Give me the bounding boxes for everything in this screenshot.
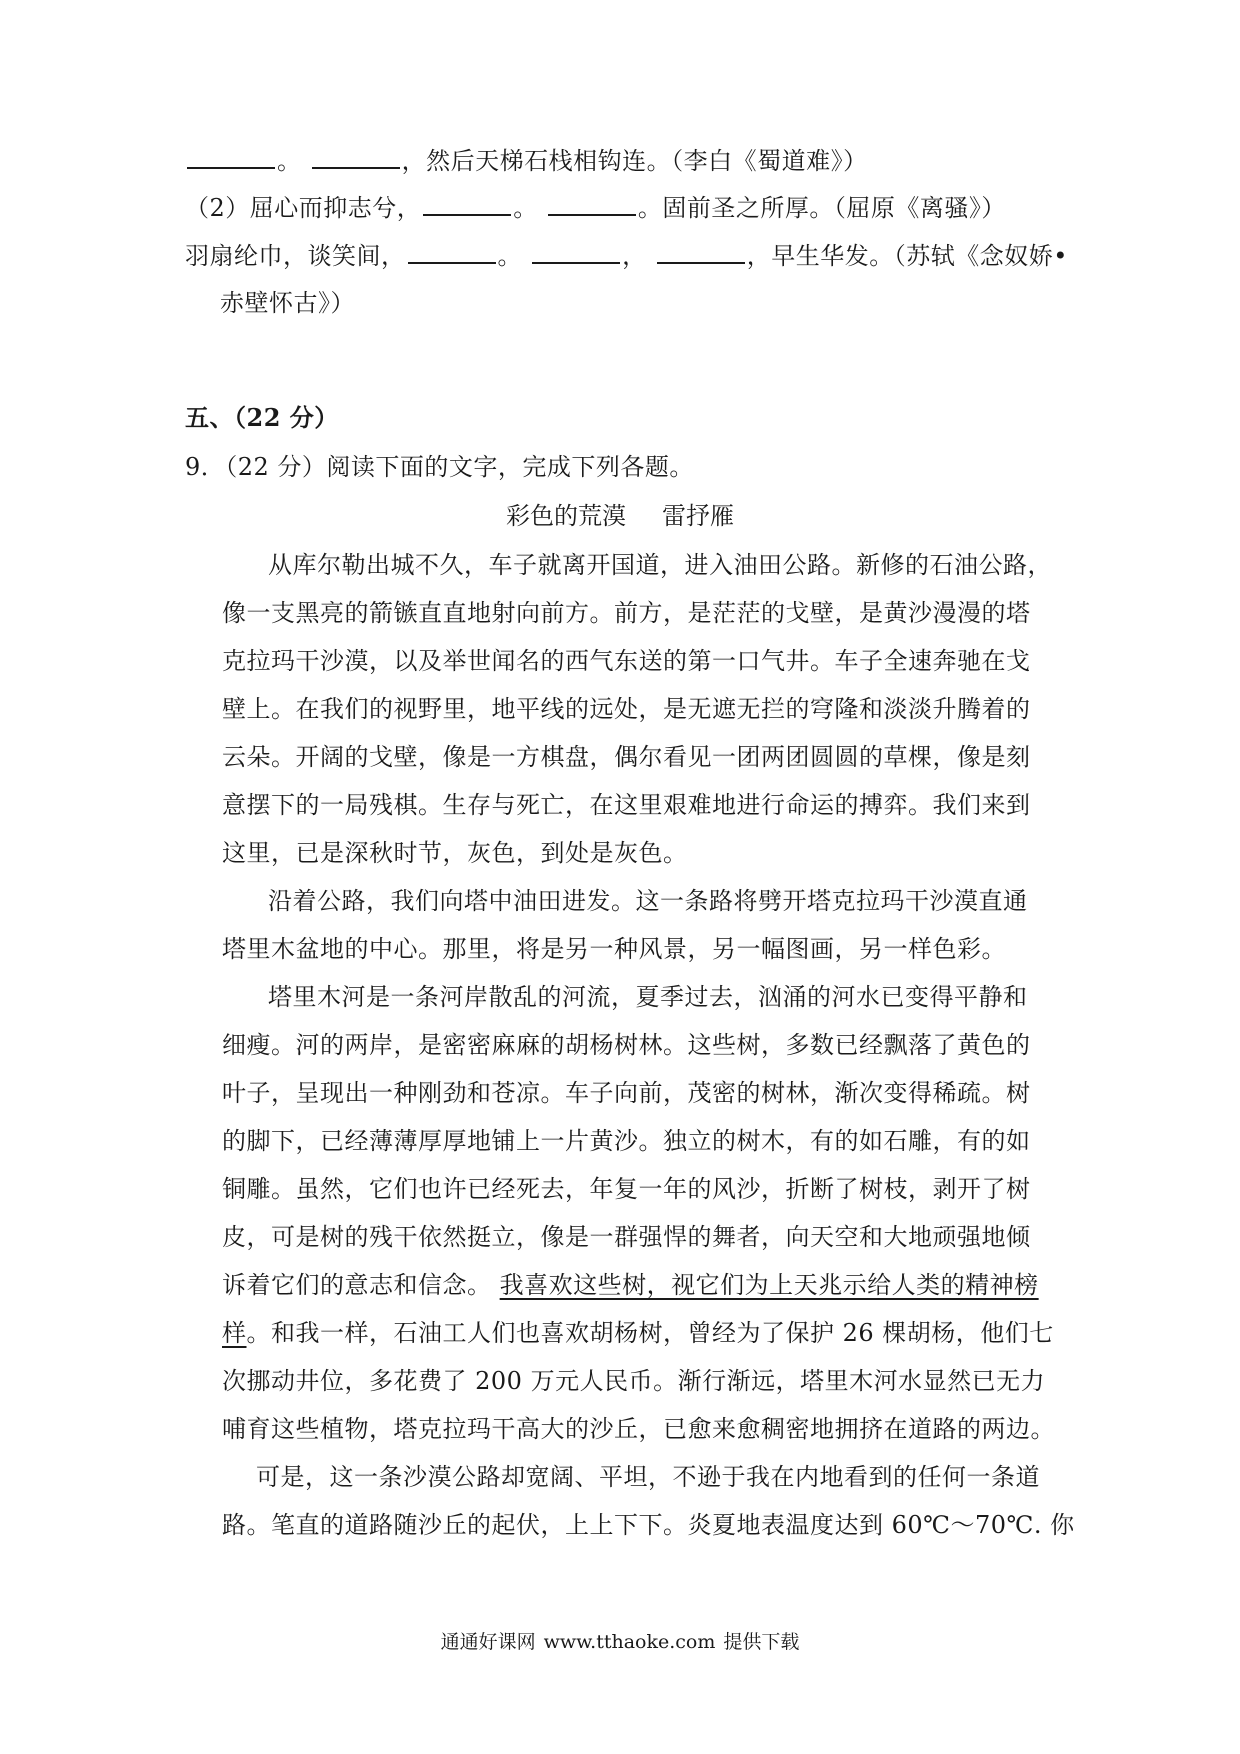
p1-line: 云朵。开阔的戈壁，像是一方棋盘，偶尔看见一团两团圆圆的草棵，像是刻 [222, 743, 1031, 771]
answer-blank [657, 240, 745, 264]
article-author: 雷抒雁 [662, 502, 734, 530]
p3-line: 塔里木河是一条河岸散乱的河流，夏季过去，汹涌的河水已变得平静和 [268, 983, 1028, 1011]
poem-line-3: 羽扇纶巾，谈笑间， 。 ， ，早生华发。（苏轼《念奴娇• [185, 242, 1068, 270]
p4-line: 路。笔直的道路随沙丘的起伏，上上下下。炎夏地表温度达到 60℃～70℃. 你 [222, 1511, 1075, 1539]
footer-site: 通通好课网 [440, 1631, 536, 1653]
page-footer [0, 1630, 1240, 1654]
answer-blank [187, 145, 275, 169]
poem-line-2: （2）屈心而抑志兮， 。 。固前圣之所厚。（屈原《离骚》） [185, 194, 1006, 222]
p3-line: 叶子，呈现出一种刚劲和苍凉。车子向前，茂密的树林，渐次变得稀疏。树 [222, 1079, 1031, 1107]
p1-line: 这里，已是深秋时节，灰色，到处是灰色。 [222, 839, 688, 867]
p3-line: 哺育这些植物，塔克拉玛干高大的沙丘，已愈来愈稠密地拥挤在道路的两边。 [222, 1415, 1055, 1443]
answer-blank [408, 240, 496, 264]
p2-line: 沿着公路，我们向塔中油田进发。这一条路将劈开塔克拉玛干沙漠直通 [268, 887, 1028, 915]
underlined-sentence: 我喜欢这些树，视它们为上天兆示给人类的精神榜 [499, 1271, 1039, 1299]
p1-line: 壁上。在我们的视野里，地平线的远处，是无遮无拦的穹隆和淡淡升腾着的 [222, 695, 1031, 723]
answer-blank [532, 240, 620, 264]
question-prompt: 9．（22 分）阅读下面的文字，完成下列各题。 [185, 453, 694, 481]
poem-line-1: 。 ，然后天梯石栈相钩连。（李白《蜀道难》） [185, 145, 868, 176]
underlined-sentence-end: 样 [222, 1319, 247, 1347]
p3-line: 样。和我一样，石油工人们也喜欢胡杨树，曾经为了保护 26 棵胡杨，他们七 [222, 1319, 1054, 1347]
p3-line: 诉着它们的意志和信念。 我喜欢这些树，视它们为上天兆示给人类的精神榜 [222, 1271, 1039, 1299]
article-title-line [0, 501, 1240, 531]
p3-line: 细瘦。河的两岸，是密密麻麻的胡杨树林。这些树，多数已经飘落了黄色的 [222, 1031, 1031, 1059]
answer-blank [548, 192, 636, 216]
p1-line: 像一支黑亮的箭镞直直地射向前方。前方，是茫茫的戈壁，是黄沙漫漫的塔 [222, 599, 1031, 627]
p3-line: 的脚下，已经薄薄厚厚地铺上一片黄沙。独立的树木，有的如石雕，有的如 [222, 1127, 1031, 1155]
poem-line-4: 赤壁怀古》） [220, 289, 355, 317]
p1-line: 意摆下的一局残棋。生存与死亡，在这里艰难地进行命运的搏弈。我们来到 [222, 791, 1031, 819]
section-heading: 五、（22 分） [185, 403, 339, 432]
p3-line: 皮，可是树的残干依然挺立，像是一群强悍的舞者，向天空和大地顽强地倾 [222, 1223, 1031, 1251]
p1-line: 克拉玛干沙漠，以及举世闻名的西气东送的第一口气井。车子全速奔驰在戈 [222, 647, 1031, 675]
p1-line: 从库尔勒出城不久，车子就离开国道，进入油田公路。新修的石油公路， [268, 551, 1052, 579]
p3-line: 次挪动井位，多花费了 200 万元人民币。渐行渐远，塔里木河水显然已无力 [222, 1367, 1046, 1395]
footer-note: 提供下载 [723, 1631, 800, 1653]
article-title: 彩色的荒漠 [506, 502, 626, 530]
answer-blank [312, 145, 400, 169]
p4-line: 可是，这一条沙漠公路却宽阔、平坦，不逊于我在内地看到的任何一条道 [256, 1463, 1040, 1491]
answer-blank [423, 192, 511, 216]
p2-line: 塔里木盆地的中心。那里，将是另一种风景，另一幅图画，另一样色彩。 [222, 935, 1006, 963]
footer-url[interactable]: www.tthaoke.com [543, 1631, 716, 1653]
p3-line: 铜雕。虽然，它们也许已经死去，年复一年的风沙，折断了树枝，剥开了树 [222, 1175, 1031, 1203]
